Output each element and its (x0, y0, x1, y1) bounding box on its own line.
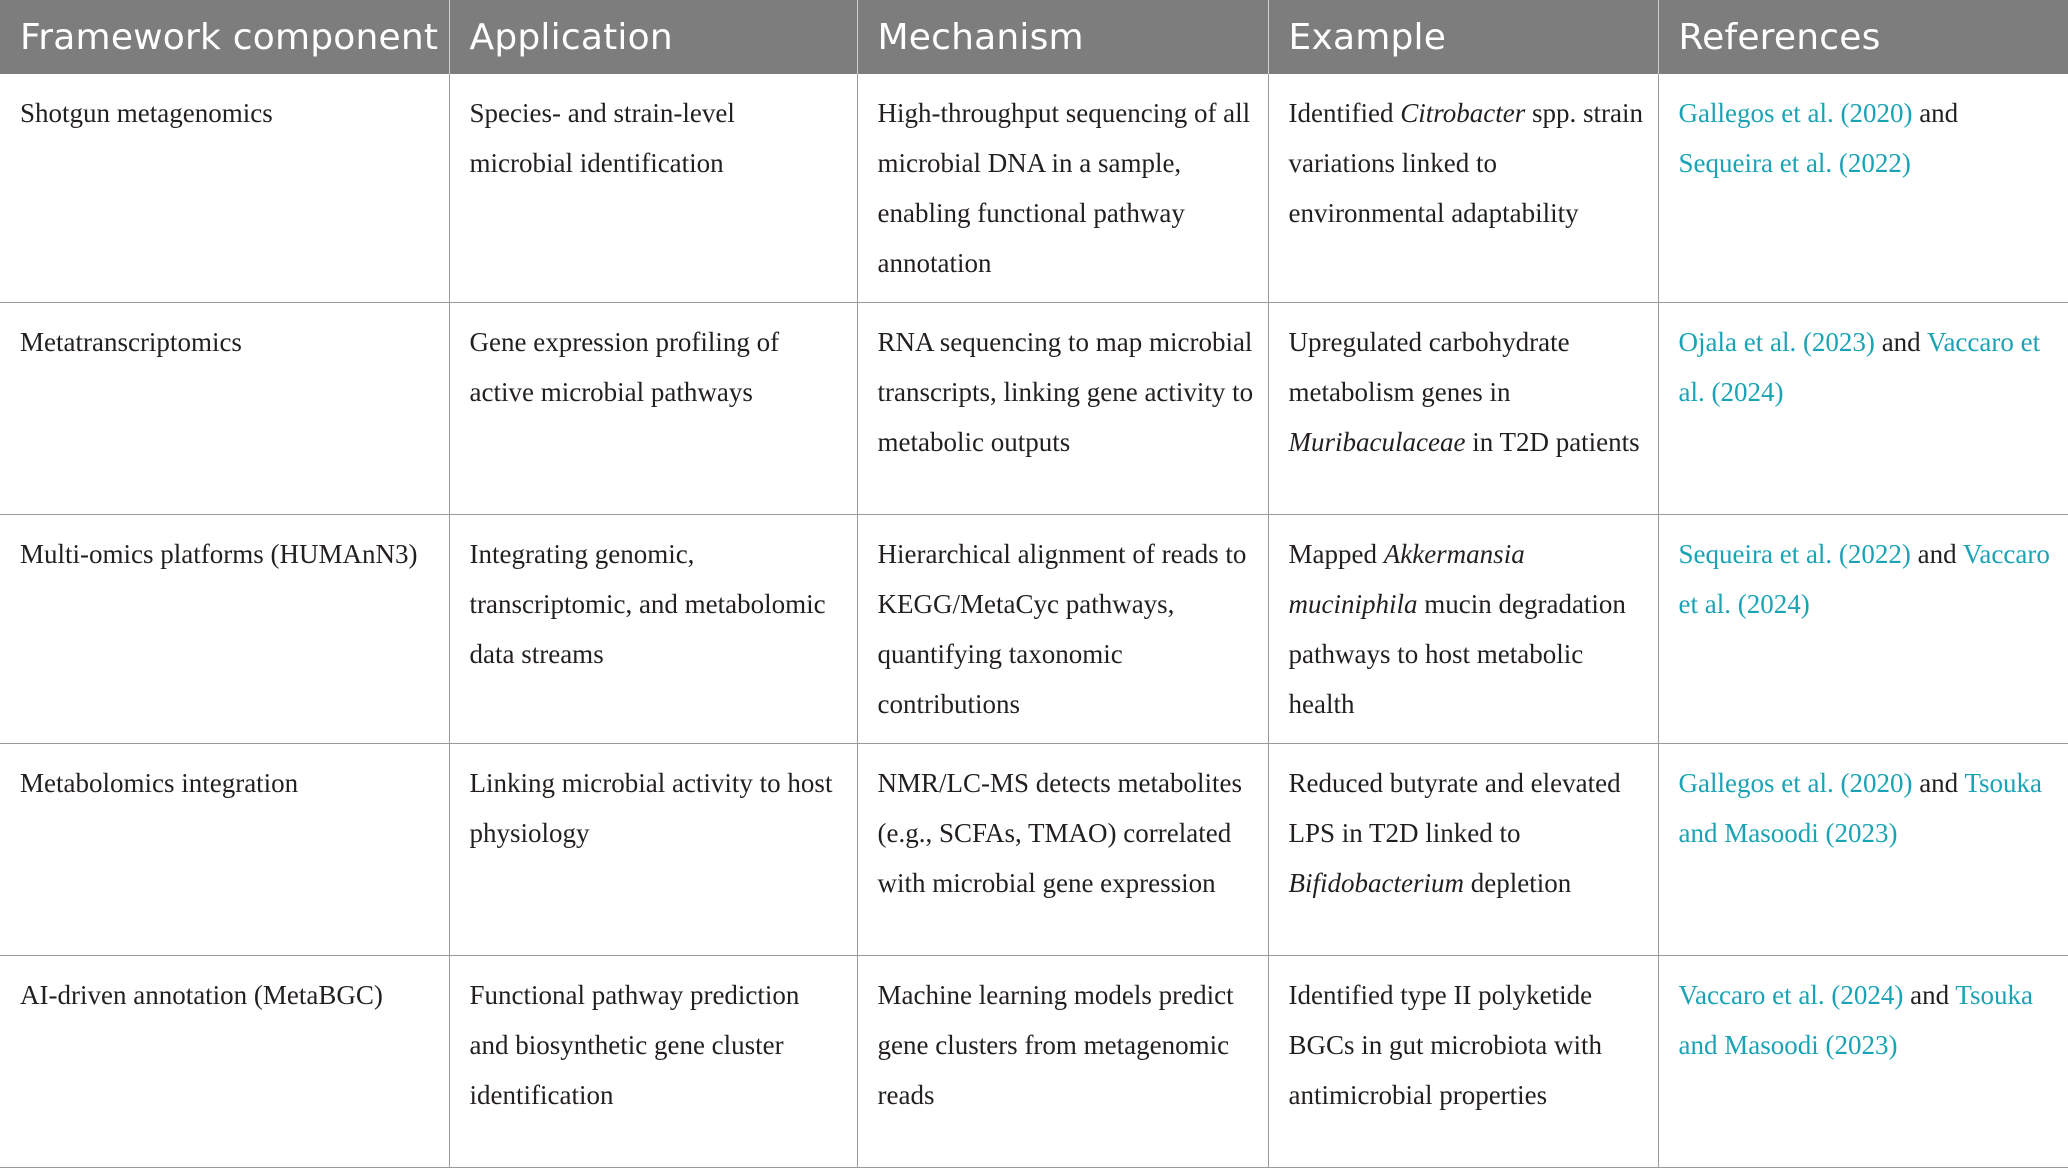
component-text: AI-driven annotation (MetaBGC) (20, 980, 383, 1010)
reference-link[interactable]: Ojala et al. (2023) (1678, 327, 1875, 357)
cell-application (449, 303, 857, 515)
example-italic-taxon: Akkermansia muciniphila (1288, 539, 1525, 619)
example-italic-taxon: Bifidobacterium (1288, 868, 1464, 898)
reference-joiner: and (1912, 768, 1965, 798)
example-text-tail: depletion (1463, 868, 1572, 898)
mechanism-text: Hierarchical alignment of reads to KEGG/MetaCyc pathways, quantifying taxonomic contributions (877, 539, 1247, 719)
reference-joiner: and (1903, 980, 1956, 1010)
mechanism-text: RNA sequencing to map microbial transcripts, linking gene activity to metabolic outputs (877, 327, 1254, 457)
example-text: Upregulated carbohydrate metabolism genes in (1288, 327, 1570, 407)
reference-link[interactable]: Tsouka and Masoodi (2023) (1678, 768, 2043, 848)
cell-references (1658, 515, 2068, 744)
table-row (0, 74, 2068, 303)
cell-example (1268, 515, 1658, 744)
cell-component (0, 956, 449, 1168)
reference-link[interactable]: Gallegos et al. (2020) (1678, 768, 1913, 798)
application-text: Integrating genomic, transcriptomic, and metabolomic data streams (469, 539, 826, 669)
reference-link[interactable]: Vaccaro et al. (2024) (1678, 539, 2050, 619)
table-row (0, 303, 2068, 515)
table-row (0, 744, 2068, 956)
cell-mechanism (857, 303, 1268, 515)
cell-component (0, 515, 449, 744)
header-application: Application (449, 0, 857, 74)
cell-example (1268, 956, 1658, 1168)
reference-joiner: and (1912, 98, 1959, 128)
cell-mechanism (857, 515, 1268, 744)
cell-mechanism (857, 74, 1268, 303)
example-text: Mapped (1288, 539, 1384, 569)
example-text: Identified type II polyketide BGCs in gut microbiota with antimicrobial properties (1288, 980, 1602, 1110)
example-text-tail: spp. strain variations linked to environmental adaptability (1288, 98, 1643, 228)
reference-joiner: and (1874, 327, 1927, 357)
cell-application (449, 956, 857, 1168)
cell-references (1658, 303, 2068, 515)
example-text: Reduced butyrate and elevated LPS in T2D linked to (1288, 768, 1621, 848)
cell-application (449, 515, 857, 744)
example-italic-taxon: Citrobacter (1400, 98, 1526, 128)
reference-link[interactable]: Tsouka and Masoodi (2023) (1678, 980, 2033, 1060)
reference-link[interactable]: Sequeira et al. (2022) (1678, 539, 1911, 569)
reference-link[interactable]: Vaccaro et al. (2024) (1678, 980, 1904, 1010)
example-italic-taxon: Muribaculaceae (1288, 427, 1466, 457)
cell-application (449, 744, 857, 956)
header-framework-component: Framework component (0, 0, 449, 74)
cell-component (0, 744, 449, 956)
component-text: Multi-omics platforms (HUMAnN3) (20, 539, 418, 569)
mechanism-text: Machine learning models predict gene clusters from metagenomic reads (877, 980, 1234, 1110)
header-row (0, 0, 2068, 74)
cell-example (1268, 303, 1658, 515)
cell-references (1658, 956, 2068, 1168)
header-references: References (1658, 0, 2068, 74)
application-text: Gene expression profiling of active microbial pathways (469, 327, 780, 407)
reference-link[interactable]: Vaccaro et al. (2024) (1678, 327, 2041, 407)
mechanism-text: High-throughput sequencing of all microbial DNA in a sample, enabling functional pathway annotation (877, 98, 1251, 278)
mechanism-text: NMR/LC-MS detects metabolites (e.g., SCFAs, TMAO) correlated with microbial gene expression (877, 768, 1242, 898)
reference-joiner: and (1910, 539, 1963, 569)
cell-application (449, 74, 857, 303)
application-text: Linking microbial activity to host physiology (469, 768, 833, 848)
cell-component (0, 74, 449, 303)
header-mechanism: Mechanism (857, 0, 1268, 74)
component-text: Metabolomics integration (20, 768, 299, 798)
cell-example (1268, 744, 1658, 956)
cell-mechanism (857, 956, 1268, 1168)
table-row (0, 515, 2068, 744)
example-text: Identified (1288, 98, 1401, 128)
cell-references (1658, 744, 2068, 956)
application-text: Functional pathway prediction and biosynthetic gene cluster identification (469, 980, 800, 1110)
cell-mechanism (857, 744, 1268, 956)
application-text: Species- and strain-level microbial identification (469, 98, 735, 178)
cell-references (1658, 74, 2068, 303)
example-text-tail: in T2D patients (1465, 427, 1640, 457)
component-text: Shotgun metagenomics (20, 98, 273, 128)
table-row (0, 956, 2068, 1168)
reference-link[interactable]: Sequeira et al. (2022) (1678, 148, 1911, 178)
component-text: Metatranscriptomics (20, 327, 242, 357)
cell-component (0, 303, 449, 515)
header-example: Example (1268, 0, 1658, 74)
reference-link[interactable]: Gallegos et al. (2020) (1678, 98, 1913, 128)
cell-example (1268, 74, 1658, 303)
example-text-tail: mucin degradation pathways to host metabolic health (1288, 589, 1626, 719)
